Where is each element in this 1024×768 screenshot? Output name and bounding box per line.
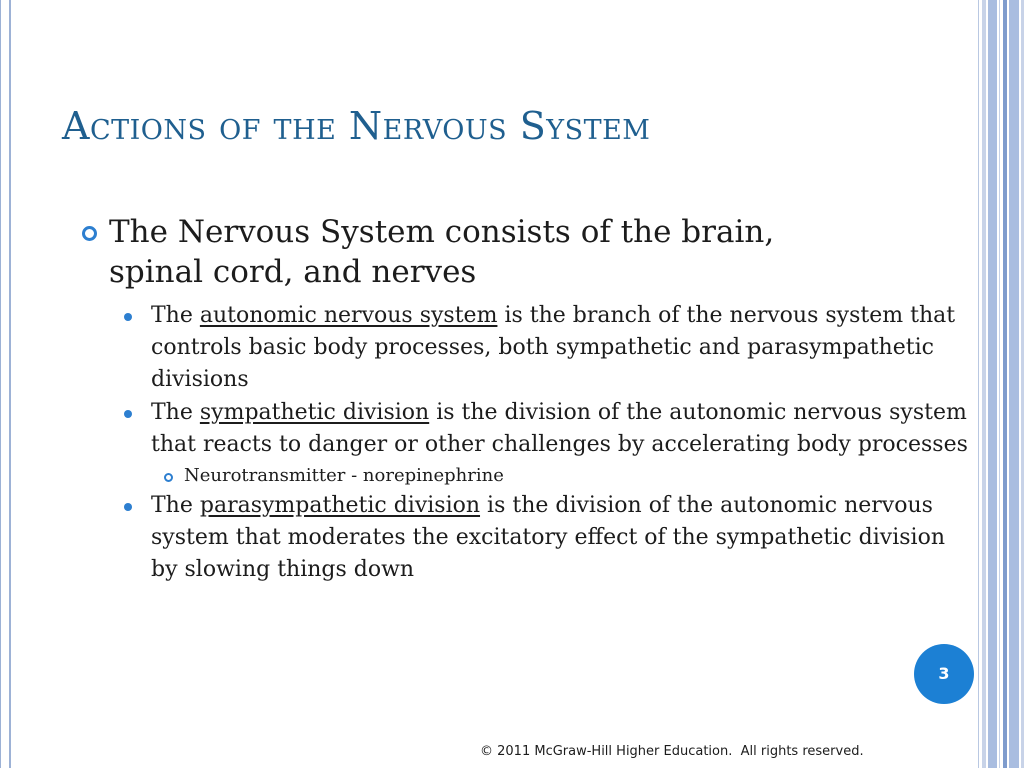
ring-bullet-icon: [82, 226, 97, 241]
term-sympathetic-division: sympathetic division: [199, 400, 430, 425]
stripe: [1003, 0, 1007, 768]
sub-bullet-list: [78, 300, 968, 586]
slide-content: [78, 212, 968, 587]
dot-bullet-icon: [124, 313, 132, 321]
slide-title: Actions of the Nervous System: [62, 104, 651, 148]
stripe: [978, 0, 979, 768]
stripe: [999, 0, 1000, 768]
third-level-bullet: [78, 462, 968, 490]
copyright-notice: © 2011 McGraw-Hill Higher Education. All rights reserved.: [480, 744, 864, 759]
sub-bullet-parasympathetic: [78, 490, 968, 586]
main-bullet: [78, 212, 968, 292]
term-parasympathetic-division: parasympathetic division: [199, 493, 481, 518]
term-autonomic-nervous-system: autonomic nervous system: [199, 303, 498, 328]
slide-number-badge: 3: [914, 644, 974, 704]
dot-bullet-icon: [124, 503, 132, 511]
sub-bullet-text: is the branch of the nervous system that controls basic body processes, both sympathetic and parasympathetic divisions: [151, 303, 956, 392]
sub-bullet-text: is the division of the autonomic nervous system that reacts to danger or other challenges by accelerating body processes: [151, 400, 968, 457]
sub-bullet-prefix: The: [151, 493, 193, 518]
third-level-text: Neurotransmitter - norepinephrine: [184, 465, 504, 486]
main-bullet-line2: spinal cord, and nerves: [109, 254, 477, 290]
dot-bullet-icon: [124, 410, 132, 418]
sub-bullet-prefix: The: [151, 303, 193, 328]
sub-bullet-sympathetic: [78, 397, 968, 461]
main-bullet-line1: The Nervous System consists of the brain,: [109, 214, 775, 250]
right-decorative-stripes: [976, 0, 1024, 768]
stripe: [1009, 0, 1019, 768]
stripe: [988, 0, 997, 768]
sub-bullet-text: is the division of the autonomic nervous system that moderates the excitatory effect of the sympathetic division by slowing things down: [151, 493, 946, 582]
left-frame-line-outer: [0, 0, 1, 768]
sub-bullet-autonomic: [78, 300, 968, 396]
stripe: [982, 0, 986, 768]
left-frame-line-inner: [9, 0, 11, 768]
small-ring-bullet-icon: [164, 473, 173, 482]
sub-bullet-prefix: The: [151, 400, 193, 425]
